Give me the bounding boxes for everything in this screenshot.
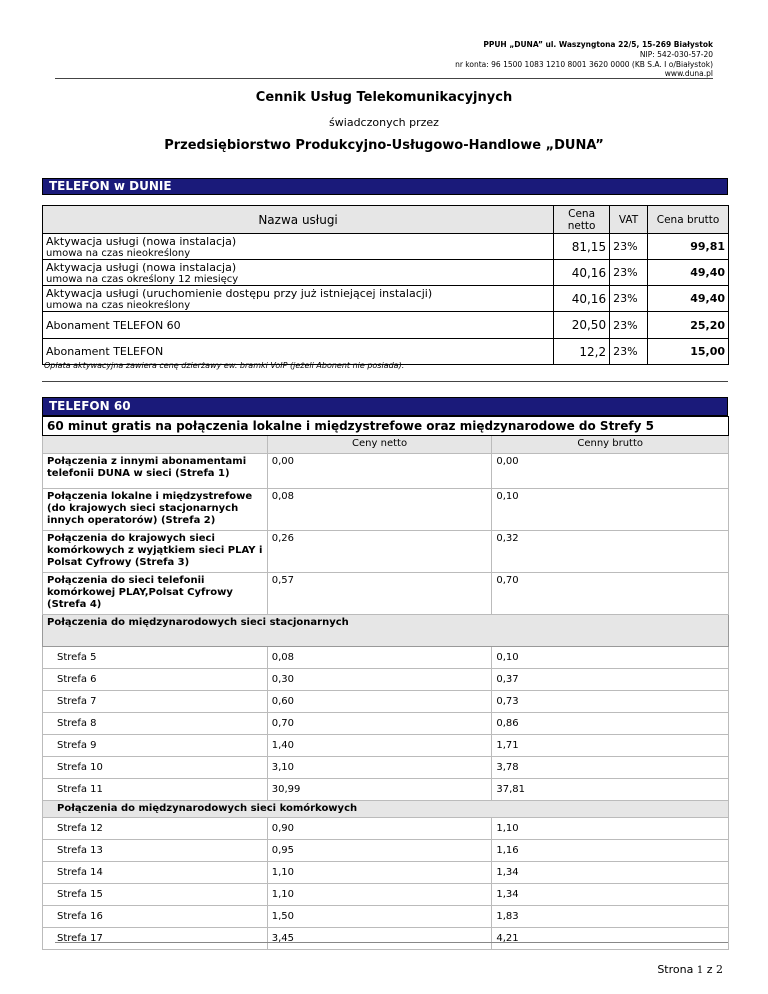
zone-name: Strefa 14 bbox=[43, 862, 268, 884]
section-divider bbox=[42, 381, 728, 382]
zone-row bbox=[43, 928, 729, 950]
domestic-netto: 0,08 bbox=[267, 489, 492, 531]
section-bar-telefon-60: TELEFON 60 bbox=[42, 397, 728, 416]
header-netto: Cena netto bbox=[554, 206, 610, 234]
zone-netto: 0,30 bbox=[267, 669, 492, 691]
zone-brutto: 1,34 bbox=[492, 862, 729, 884]
zone-row bbox=[43, 647, 729, 669]
col-netto: Ceny netto bbox=[267, 436, 492, 454]
domestic-name: Połączenia do krajowych sieci komórkowych z wyjątkiem sieci PLAY i Polsat Cyfrowy (Strefa 3) bbox=[43, 531, 268, 573]
section-bar-telefon-w-dunie: TELEFON w DUNIE bbox=[42, 178, 728, 195]
page-title: Cennik Usług Telekomunikacyjnych bbox=[255, 90, 513, 105]
zone-name: Strefa 10 bbox=[43, 757, 268, 779]
company-header bbox=[455, 40, 713, 79]
service-name: Aktywacja usługi (nowa instalacja) bbox=[46, 260, 237, 274]
header-line-2: NIP: 542-030-57-20 bbox=[639, 49, 713, 59]
domestic-netto: 0,00 bbox=[267, 454, 492, 489]
zone-name: Strefa 16 bbox=[43, 906, 268, 928]
domestic-name: Połączenia lokalne i międzystrefowe (do krajowych sieci stacjonarnych innych operatorów) (Strefa 2) bbox=[43, 489, 268, 531]
zone-netto: 1,10 bbox=[267, 884, 492, 906]
zone-netto: 0,08 bbox=[267, 647, 492, 669]
service-netto: 40,16 bbox=[554, 286, 610, 312]
service-brutto: 99,81 bbox=[648, 234, 729, 260]
header-vat: VAT bbox=[610, 206, 648, 234]
zone-name: Strefa 8 bbox=[43, 713, 268, 735]
service-netto: 12,2 bbox=[554, 339, 610, 365]
zone-brutto: 0,86 bbox=[492, 713, 729, 735]
zone-row bbox=[43, 906, 729, 928]
col-empty bbox=[43, 436, 268, 454]
page-footer bbox=[657, 963, 723, 976]
zone-row bbox=[43, 818, 729, 840]
domestic-row bbox=[43, 573, 729, 615]
zone-brutto: 4,21 bbox=[492, 928, 729, 950]
footer-of: z bbox=[706, 963, 713, 976]
zone-brutto: 0,37 bbox=[492, 669, 729, 691]
zone-name: Strefa 6 bbox=[43, 669, 268, 691]
zone-name: Strefa 7 bbox=[43, 691, 268, 713]
domestic-name: Połączenia do sieci telefonii komórkowej PLAY,Polsat Cyfrowy (Strefa 4) bbox=[43, 573, 268, 615]
zone-brutto: 1,34 bbox=[492, 884, 729, 906]
domestic-brutto: 0,70 bbox=[492, 573, 729, 615]
zone-netto: 1,50 bbox=[267, 906, 492, 928]
header-line-1: PPUH „DUNA” ul. Waszyngtona 22/5, 15-269 Białystok bbox=[483, 40, 713, 49]
service-netto: 40,16 bbox=[554, 260, 610, 286]
services-table bbox=[42, 205, 729, 365]
service-vat: 23% bbox=[610, 339, 648, 365]
zone-name: Strefa 11 bbox=[43, 779, 268, 801]
zone-row bbox=[43, 840, 729, 862]
domestic-name: Połączenia z innymi abonamentami telefonii DUNA w sieci (Strefa 1) bbox=[43, 454, 268, 489]
header-divider bbox=[55, 78, 713, 79]
activation-note: Opłata aktywacyjna zawiera cenę dzierżawy ew. bramki VoIP (jeżeli Abonent nie posiada). bbox=[44, 361, 405, 370]
telefon60-table bbox=[42, 416, 729, 950]
company-name: Przedsiębiorstwo Produkcyjno-Usługowo-Handlowe „DUNA” bbox=[164, 138, 604, 153]
domestic-brutto: 0,10 bbox=[492, 489, 729, 531]
service-name: Abonament TELEFON bbox=[46, 345, 164, 358]
zone-netto: 1,10 bbox=[267, 862, 492, 884]
intl-mobile-heading: Połączenia do międzynarodowych sieci komórkowych bbox=[43, 801, 729, 818]
domestic-brutto: 0,32 bbox=[492, 531, 729, 573]
zone-brutto: 1,16 bbox=[492, 840, 729, 862]
intl-fixed-heading: Połączenia do międzynarodowych sieci stacjonarnych bbox=[43, 615, 729, 647]
service-contract: umowa na czas nieokreślony bbox=[46, 299, 191, 311]
service-name-cell bbox=[43, 234, 554, 260]
header-line-3: nr konta: 96 1500 1083 1210 8001 3620 0000 (KB S.A. I o/Białystok) bbox=[455, 59, 713, 69]
service-brutto: 15,00 bbox=[648, 339, 729, 365]
service-vat: 23% bbox=[610, 312, 648, 339]
domestic-brutto: 0,00 bbox=[492, 454, 729, 489]
zone-netto: 0,60 bbox=[267, 691, 492, 713]
zone-netto: 30,99 bbox=[267, 779, 492, 801]
domestic-row bbox=[43, 531, 729, 573]
service-brutto: 49,40 bbox=[648, 286, 729, 312]
zone-name: Strefa 9 bbox=[43, 735, 268, 757]
zone-brutto: 37,81 bbox=[492, 779, 729, 801]
service-vat: 23% bbox=[610, 260, 648, 286]
service-contract: umowa na czas określony 12 miesięcy bbox=[46, 273, 239, 285]
zone-name: Strefa 17 bbox=[43, 928, 268, 950]
service-name-cell bbox=[43, 286, 554, 312]
zone-brutto: 3,78 bbox=[492, 757, 729, 779]
service-brutto: 49,40 bbox=[648, 260, 729, 286]
zone-brutto: 1,10 bbox=[492, 818, 729, 840]
footer-label: Strona bbox=[657, 963, 694, 976]
service-name-cell bbox=[43, 260, 554, 286]
zone-row bbox=[43, 735, 729, 757]
zone-brutto: 0,73 bbox=[492, 691, 729, 713]
page-subtitle: świadczonych przez bbox=[329, 116, 439, 129]
domestic-netto: 0,26 bbox=[267, 531, 492, 573]
header-name: Nazwa usługi bbox=[43, 206, 554, 234]
zone-row bbox=[43, 779, 729, 801]
service-vat: 23% bbox=[610, 286, 648, 312]
zone-name: Strefa 5 bbox=[43, 647, 268, 669]
zone-row bbox=[43, 713, 729, 735]
zone-row bbox=[43, 757, 729, 779]
service-row bbox=[43, 260, 729, 286]
service-netto: 20,50 bbox=[554, 312, 610, 339]
zone-netto: 1,40 bbox=[267, 735, 492, 757]
service-contract: umowa na czas nieokreślony bbox=[46, 247, 191, 259]
service-netto: 81,15 bbox=[554, 234, 610, 260]
footer-total: 2 bbox=[716, 963, 723, 976]
zone-netto: 0,90 bbox=[267, 818, 492, 840]
header-brutto: Cena brutto bbox=[648, 206, 729, 234]
service-row bbox=[43, 312, 729, 339]
zone-name: Strefa 12 bbox=[43, 818, 268, 840]
zone-netto: 3,10 bbox=[267, 757, 492, 779]
zone-brutto: 0,10 bbox=[492, 647, 729, 669]
zone-name: Strefa 15 bbox=[43, 884, 268, 906]
zone-row bbox=[43, 691, 729, 713]
zone-row bbox=[43, 862, 729, 884]
service-name: Abonament TELEFON 60 bbox=[46, 318, 181, 332]
zone-netto: 3,45 bbox=[267, 928, 492, 950]
domestic-row bbox=[43, 489, 729, 531]
service-row bbox=[43, 234, 729, 260]
zone-netto: 0,70 bbox=[267, 713, 492, 735]
zone-name: Strefa 13 bbox=[43, 840, 268, 862]
service-brutto: 25,20 bbox=[648, 312, 729, 339]
domestic-netto: 0,57 bbox=[267, 573, 492, 615]
col-brutto: Cenny brutto bbox=[492, 436, 729, 454]
zone-brutto: 1,71 bbox=[492, 735, 729, 757]
zone-row bbox=[43, 669, 729, 691]
header-line-4: www.duna.pl bbox=[664, 69, 713, 79]
service-name-cell bbox=[43, 312, 554, 339]
service-name: Aktywacja usługi (nowa instalacja) bbox=[46, 234, 237, 248]
footer-page: 1 bbox=[696, 965, 704, 976]
service-vat: 23% bbox=[610, 234, 648, 260]
service-name: Aktywacja usługi (uruchomienie dostępu przy już istniejącej instalacji) bbox=[46, 286, 433, 300]
domestic-row bbox=[43, 454, 729, 489]
zone-netto: 0,95 bbox=[267, 840, 492, 862]
telefon60-heading: 60 minut gratis na połączenia lokalne i międzystrefowe oraz międzynarodowe do Strefy 5 bbox=[43, 417, 729, 436]
footer-divider bbox=[55, 942, 728, 943]
service-row bbox=[43, 286, 729, 312]
zone-row bbox=[43, 884, 729, 906]
zone-brutto: 1,83 bbox=[492, 906, 729, 928]
